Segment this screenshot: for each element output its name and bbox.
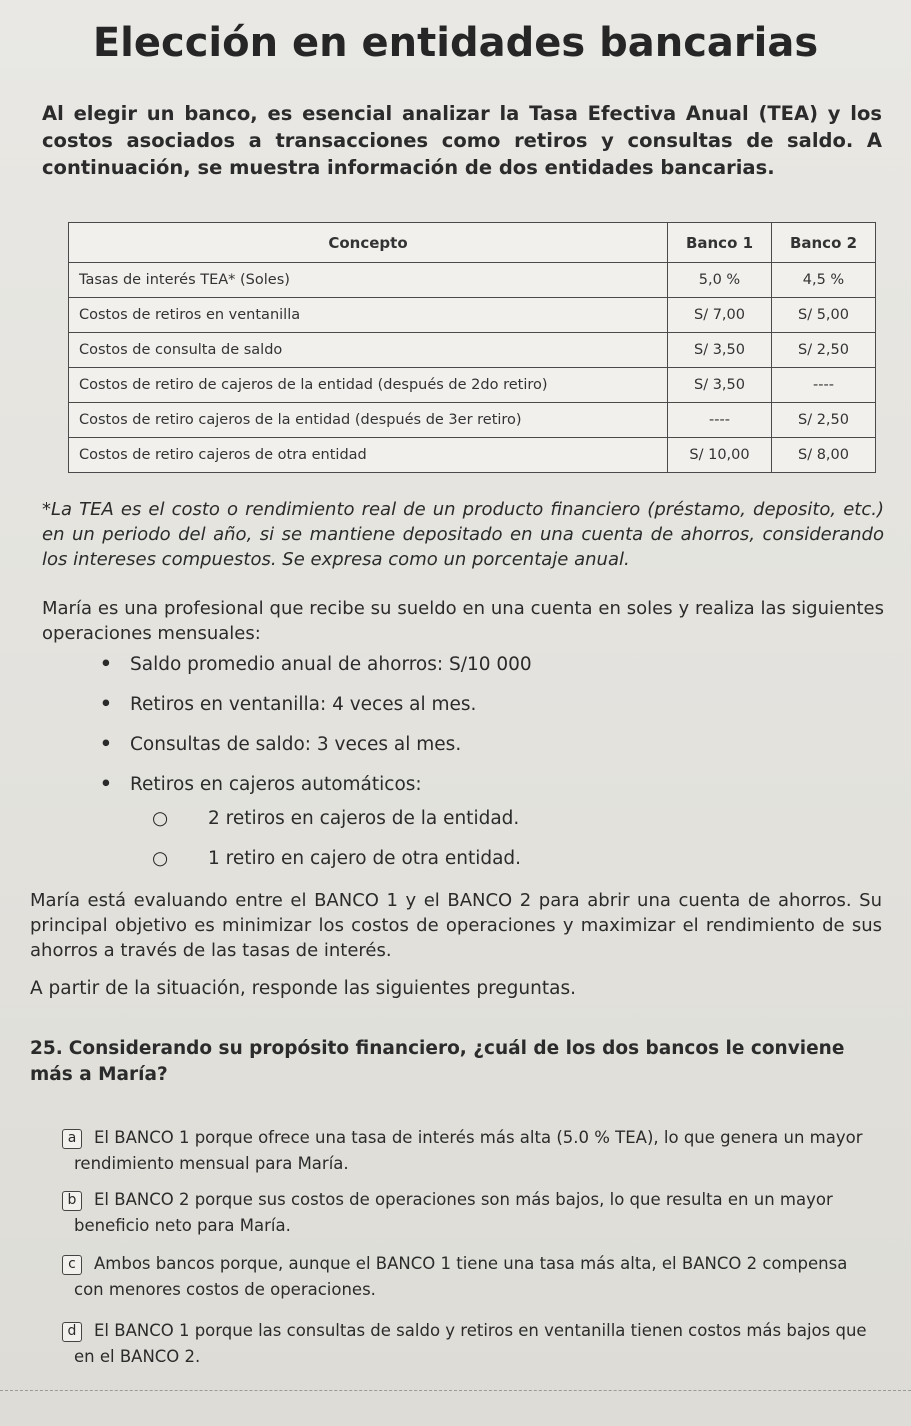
bank-2-cell: 4,5 %	[772, 263, 876, 298]
option-letter-box: c	[62, 1255, 82, 1275]
bank-2-cell: S/ 5,00	[772, 298, 876, 333]
header-bank-1: Banco 1	[668, 223, 772, 263]
question-text: Considerando su propósito financiero, ¿cuál de los dos bancos le conviene más a María?	[30, 1038, 845, 1085]
tea-footnote: *La TEA es el costo o rendimiento real de un producto financiero (préstamo, deposito, etc.) en un periodo del año, si se mantiene depositado en una cuenta de ahorros, considerando los intereses compuestos. Se expresa como un porcentaje anual.	[42, 499, 884, 570]
sub-list-item-text: 1 retiro en cajero de otra entidad.	[208, 848, 522, 869]
option-letter-box: b	[62, 1191, 82, 1211]
concept-cell: Costos de retiro cajeros de la entidad (después de 3er retiro)	[69, 403, 668, 438]
bank-1-cell: S/ 7,00	[668, 298, 772, 333]
table-row	[69, 438, 876, 473]
list-item-text: Retiros en cajeros automáticos:	[130, 774, 422, 795]
table-row	[69, 333, 876, 368]
option-text-line-1: Ambos bancos porque, aunque el BANCO 1 tiene una tasa más alta, el BANCO 2 compensa	[94, 1254, 848, 1273]
header-bank-2: Banco 2	[772, 223, 876, 263]
option-text-line-2: rendimiento mensual para María.	[74, 1154, 349, 1173]
bank-1-cell: S/ 3,50	[668, 333, 772, 368]
list-item-text: Saldo promedio anual de ahorros: S/10 000	[130, 654, 532, 675]
circle-bullet-icon: ○	[152, 848, 169, 869]
option-d[interactable]	[62, 1318, 884, 1370]
intro-paragraph: Al elegir un banco, es esencial analizar la Tasa Efectiva Anual (TEA) y los costos asociados a transacciones como retiros y consultas de saldo. A continuación, se muestra información de dos entidades bancarias.	[42, 102, 882, 179]
option-text-line-1: El BANCO 1 porque ofrece una tasa de interés más alta (5.0 % TEA), lo que genera un mayor	[94, 1128, 863, 1147]
concept-cell: Costos de retiros en ventanilla	[69, 298, 668, 333]
option-text-line-1: El BANCO 1 porque las consultas de saldo y retiros en ventanilla tienen costos más bajos que	[94, 1321, 867, 1340]
page-title: Elección en entidades bancarias	[92, 20, 819, 66]
table-row	[69, 403, 876, 438]
list-item	[100, 732, 800, 772]
sub-list-item-text: 2 retiros en cajeros de la entidad.	[208, 808, 520, 829]
table-row	[69, 298, 876, 333]
circle-bullet-icon: ○	[152, 808, 169, 829]
option-letter-box: a	[62, 1129, 82, 1149]
list-item-text: Retiros en ventanilla: 4 veces al mes.	[130, 694, 477, 715]
banks-comparison-table	[68, 222, 876, 473]
concept-cell: Costos de consulta de saldo	[69, 333, 668, 368]
sub-list-item	[152, 846, 752, 886]
concept-cell: Tasas de interés TEA* (Soles)	[69, 263, 668, 298]
option-a[interactable]	[62, 1125, 884, 1177]
option-text-line-1: El BANCO 2 porque sus costos de operaciones son más bajos, lo que resulta en un mayor	[94, 1190, 833, 1209]
bullet-icon: •	[100, 734, 112, 755]
instructions-text: A partir de la situación, responde las siguientes preguntas.	[30, 978, 576, 999]
option-text-line-2: beneficio neto para María.	[74, 1216, 291, 1235]
scenario-paragraph: María es una profesional que recibe su sueldo en una cuenta en soles y realiza las siguientes operaciones mensuales:	[42, 598, 884, 644]
list-item	[100, 692, 800, 732]
bank-2-cell: S/ 2,50	[772, 403, 876, 438]
option-b[interactable]	[62, 1187, 884, 1239]
concept-cell: Costos de retiro cajeros de otra entidad	[69, 438, 668, 473]
bullet-icon: •	[100, 774, 112, 795]
atm-sub-list	[152, 806, 752, 886]
option-text-line-2: en el BANCO 2.	[74, 1347, 201, 1366]
sub-list-item	[152, 806, 752, 846]
objective-paragraph: María está evaluando entre el BANCO 1 y el BANCO 2 para abrir una cuenta de ahorros. Su principal objetivo es minimizar los costos de operaciones y maximizar el rendimiento de sus ahorros a través de las tasas de interés.	[30, 890, 882, 961]
dashed-divider	[0, 1390, 911, 1391]
bank-1-cell: ----	[668, 403, 772, 438]
question-25	[30, 1036, 890, 1088]
bank-1-cell: S/ 10,00	[668, 438, 772, 473]
bank-2-cell: S/ 2,50	[772, 333, 876, 368]
concept-cell: Costos de retiro de cajeros de la entidad (después de 2do retiro)	[69, 368, 668, 403]
table-row	[69, 263, 876, 298]
operations-list	[100, 652, 800, 812]
bullet-icon: •	[100, 654, 112, 675]
bank-2-cell: S/ 8,00	[772, 438, 876, 473]
bank-1-cell: S/ 3,50	[668, 368, 772, 403]
list-item	[100, 652, 800, 692]
header-concept: Concepto	[69, 223, 668, 263]
bullet-icon: •	[100, 694, 112, 715]
bank-1-cell: 5,0 %	[668, 263, 772, 298]
option-c[interactable]	[62, 1251, 884, 1303]
table-header-row	[69, 223, 876, 263]
option-text-line-2: con menores costos de operaciones.	[74, 1280, 376, 1299]
comparison-table	[68, 222, 876, 473]
table-row	[69, 368, 876, 403]
question-number: 25.	[30, 1038, 63, 1059]
bank-2-cell: ----	[772, 368, 876, 403]
option-letter-box: d	[62, 1322, 82, 1342]
list-item-text: Consultas de saldo: 3 veces al mes.	[130, 734, 462, 755]
